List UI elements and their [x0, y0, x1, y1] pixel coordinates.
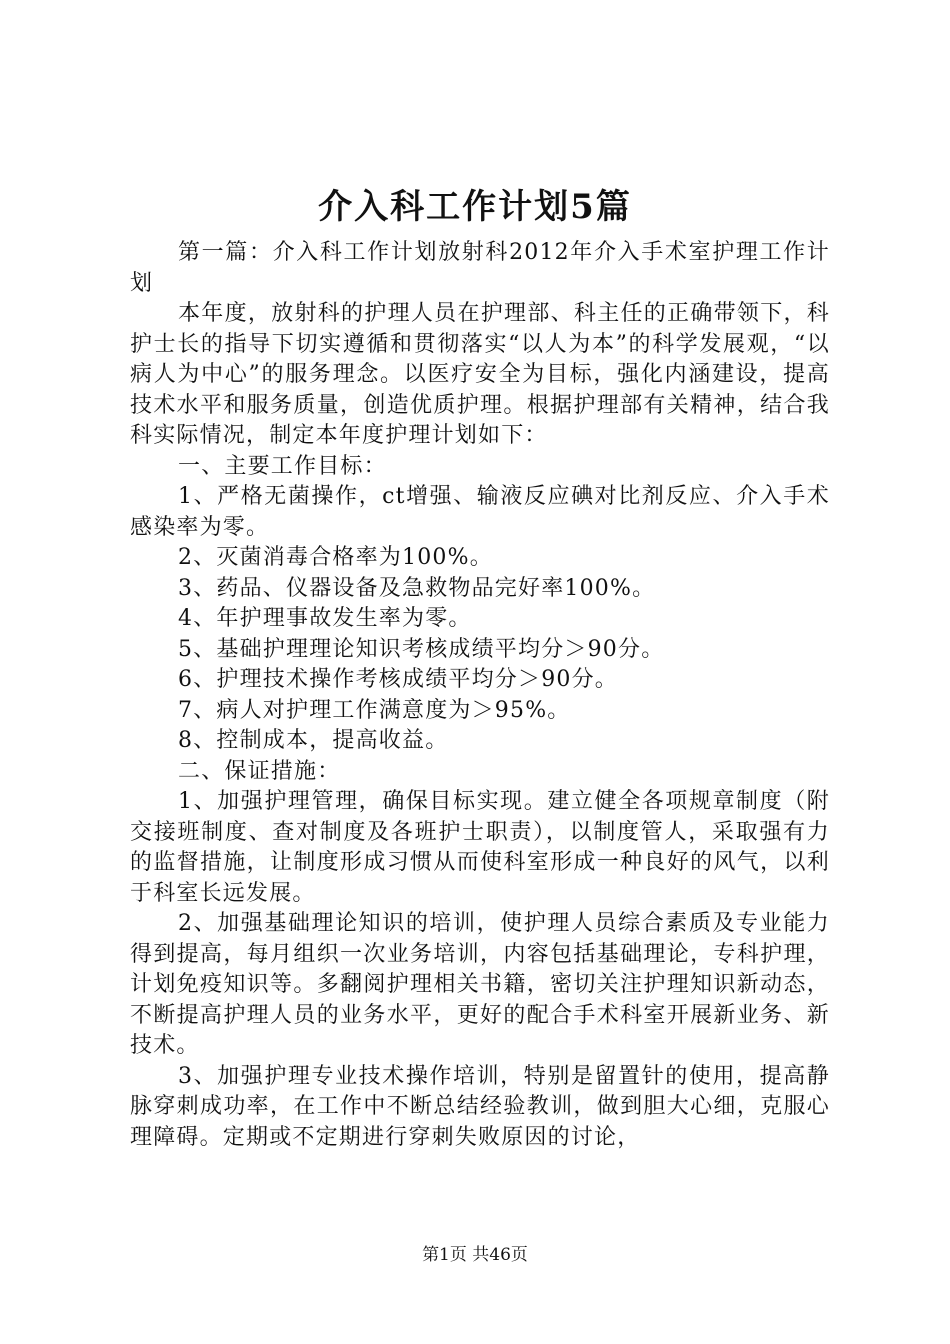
list-item: 2、灭菌消毒合格率为100%。: [178, 545, 493, 570]
paragraph: 3、加强护理专业技术操作培训，特别是留置针的使用，提高静脉穿刺成功率，在工作中不断总结经验教训，做到胆大心细，克服心理障碍。定期或不定期进行穿刺失败原因的讨论，: [130, 1063, 830, 1150]
section-heading: 一、主要工作目标：: [178, 453, 387, 479]
document-title: 介入科工作计划5篇: [318, 187, 632, 227]
list-item: 6、护理技术操作考核成绩平均分＞90分。: [178, 667, 618, 692]
list-item: 4、年护理事故发生率为零。: [178, 606, 472, 631]
list-item: 5、基础护理理论知识考核成绩平均分＞90分。: [178, 636, 665, 662]
paragraph: 第一篇：介入科工作计划放射科2012年介入手术室护理工作计划: [130, 240, 830, 296]
document-body: [130, 238, 830, 1153]
list-item: 8、控制成本，提高收益。: [178, 728, 449, 753]
paragraph: 1、加强护理管理，确保目标实现。建立健全各项规章制度（附交接班制度、查对制度及各班护士职责），以制度管人，采取强有力的监督措施，让制度形成习惯从而使科室形成一种良好的风气，以利于科室长远发展。: [130, 789, 830, 906]
list-item: 7、病人对护理工作满意度为＞95%。: [178, 697, 571, 723]
list-item: 3、药品、仪器设备及急救物品完好率100%。: [178, 575, 656, 601]
section-heading: 二、保证措施：: [178, 758, 341, 784]
list-item: 1、严格无菌操作，ct增强、输液反应碘对比剂反应、介入手术感染率为零。: [130, 484, 830, 540]
paragraph: 本年度，放射科的护理人员在护理部、科主任的正确带领下，科护士长的指导下切实遵循和贯彻落实“以人为本”的科学发展观，“以病人为中心”的服务理念。以医疗安全为目标，强化内涵建设，提高技术水平和服务质量，创造优质护理。根据护理部有关精神，结合我科实际情况，制定本年度护理计划如下：: [130, 301, 830, 448]
page-footer: 第1页 共46页: [422, 1245, 528, 1265]
paragraph: 2、加强基础理论知识的培训，使护理人员综合素质及专业能力得到提高，每月组织一次业务培训，内容包括基础理论，专科护理，计划免疫知识等。多翻阅护理相关书籍，密切关注护理知识新动态，不断提高护理人员的业务水平，更好的配合手术科室开展新业务、新技术。: [130, 911, 830, 1058]
